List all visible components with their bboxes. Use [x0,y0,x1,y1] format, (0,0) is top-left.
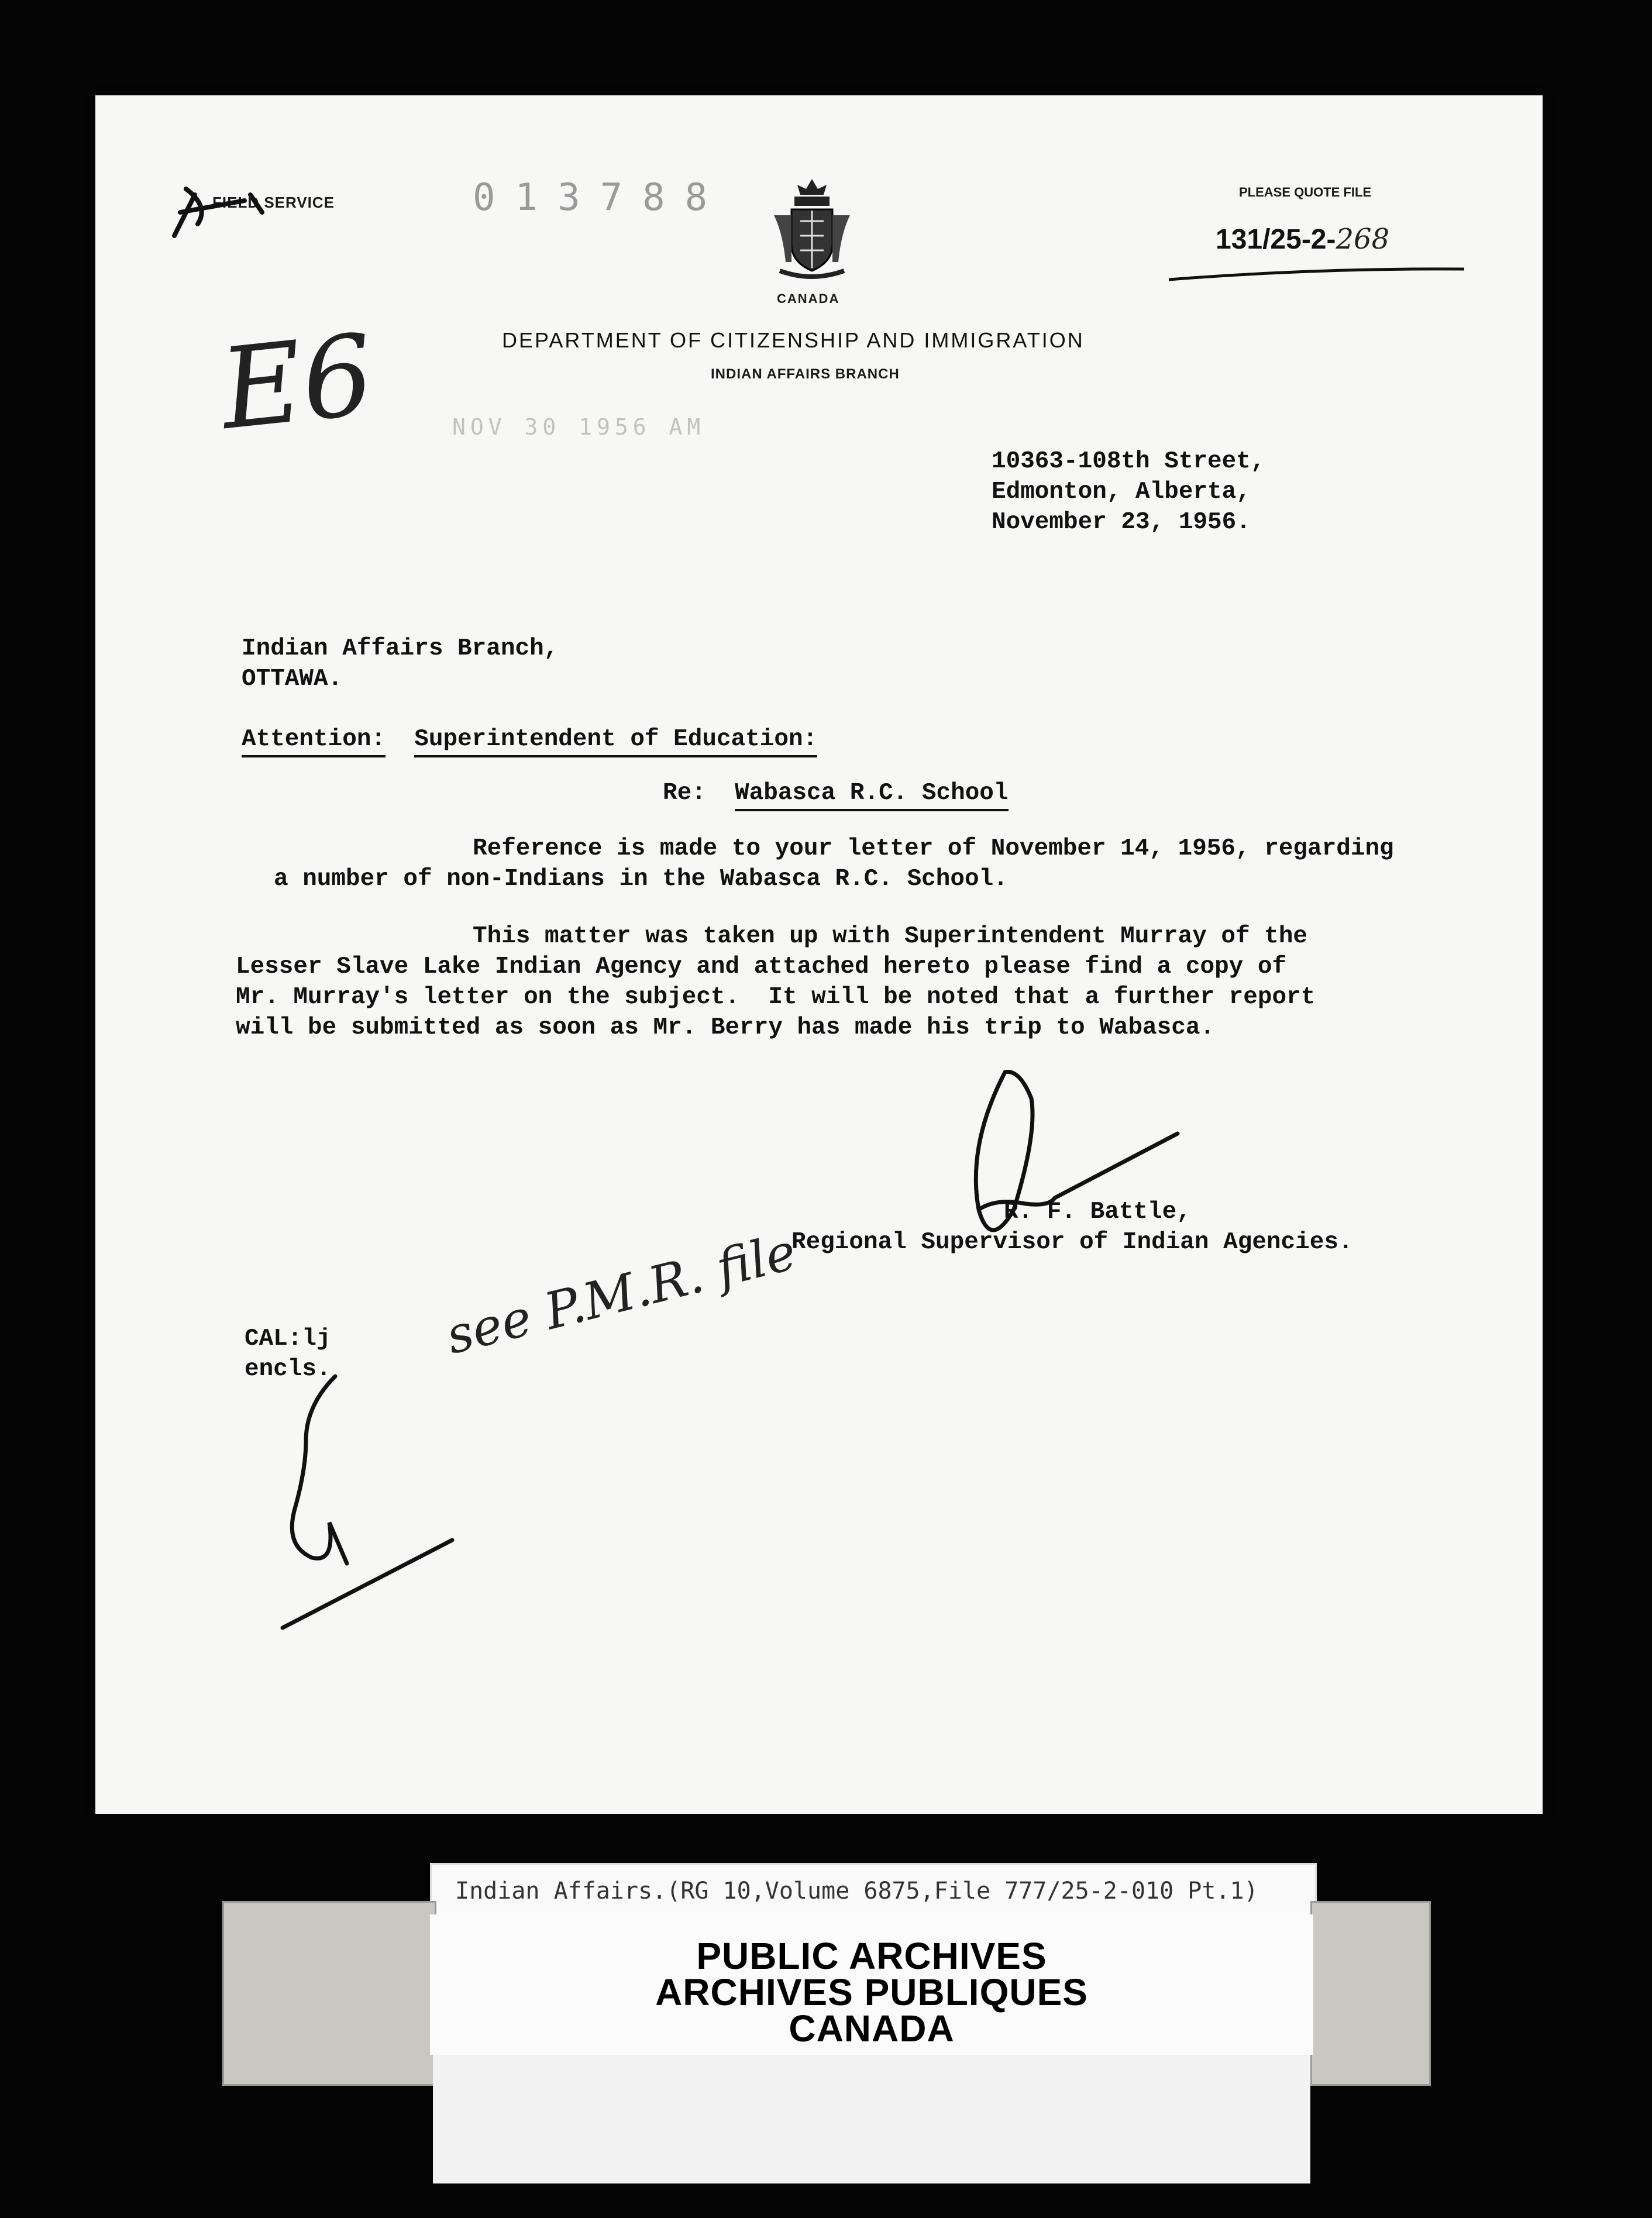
archive-card-bottom [433,2055,1310,2183]
attention-line [242,724,817,755]
recipient-line-1: Indian Affairs Branch, [242,635,559,662]
archive-side-tab-left [222,1901,436,2086]
sender-address-line-1: 10363-108th Street, [992,448,1265,475]
handwritten-file-note: see P.M.R. file [440,1222,802,1366]
archive-reference-strip [430,1863,1317,1918]
received-date-stamp: NOV 30 1956 AM [452,414,705,440]
sender-address-line-2: Edmonton, Alberta, [992,478,1251,505]
file-number-underline [1166,262,1470,285]
body-p2-line-4: will be submitted as soon as Mr. Berry has made his trip to Wabasca. [236,1014,1215,1041]
file-number [1216,223,1389,256]
body-p2-line-2: Lesser Slave Lake Indian Agency and attached hereto please find a copy of [236,953,1287,980]
archives-stamp-label [430,1914,1313,2055]
archives-line-1: PUBLIC ARCHIVES [696,1935,1047,1977]
body-p1-line-2: a number of non-Indians in the Wabasca R.C. School. [274,866,1008,893]
body-p2-line-3: Mr. Murray's letter on the subject. It will be noted that a further report [236,984,1316,1011]
archives-line-3: CANADA [789,2007,955,2050]
department-name: DEPARTMENT OF CITIZENSHIP AND IMMIGRATION [502,328,1085,352]
letter-page [95,95,1543,1814]
handwritten-e6: E6 [215,310,380,454]
archive-reference-text: Indian Affairs.(RG 10,Volume 6875,File 777/25-2-010 Pt.1) [455,1878,1258,1904]
enclosures-note: encls. [245,1356,331,1383]
canada-crest-icon [768,174,856,291]
subject-line [663,778,1009,808]
letter-date: November 23, 1956. [992,509,1251,536]
body-p1-line-1: Reference is made to your letter of November 14, 1956, regarding [473,835,1394,862]
recipient-line-2: OTTAWA. [242,666,343,693]
file-number-printed: 131/25-2- [1216,224,1336,255]
archive-side-tab-right [1310,1901,1431,2086]
archives-line-2: ARCHIVES PUBLIQUES [655,1971,1088,2013]
handwritten-signature [903,1063,1207,1309]
please-quote-file-label: PLEASE QUOTE FILE [1239,185,1372,199]
branch-name: INDIAN AFFAIRS BRANCH [711,366,900,382]
subject-value: Wabasca R.C. School [735,780,1008,811]
crest-caption: CANADA [777,291,840,306]
signatory-title: Regional Supervisor of Indian Agencies. [791,1229,1353,1256]
attention-value: Superintendent of Education: [414,726,817,757]
attention-label: Attention: [242,726,386,757]
field-service-label: FIELD SERVICE [212,194,335,211]
document-number-stamp: 013788 [473,176,728,219]
handwritten-initial-mark [271,1370,464,1645]
signatory-name: R. F. Battle, [1004,1198,1191,1225]
subject-label: Re: [663,780,706,807]
file-number-handwritten: 268 [1336,223,1390,256]
handwritten-scribble-mark [163,171,268,242]
body-p2-line-1: This matter was taken up with Superintendent Murray of the [473,923,1308,950]
typist-initials: CAL:lj [245,1325,331,1352]
